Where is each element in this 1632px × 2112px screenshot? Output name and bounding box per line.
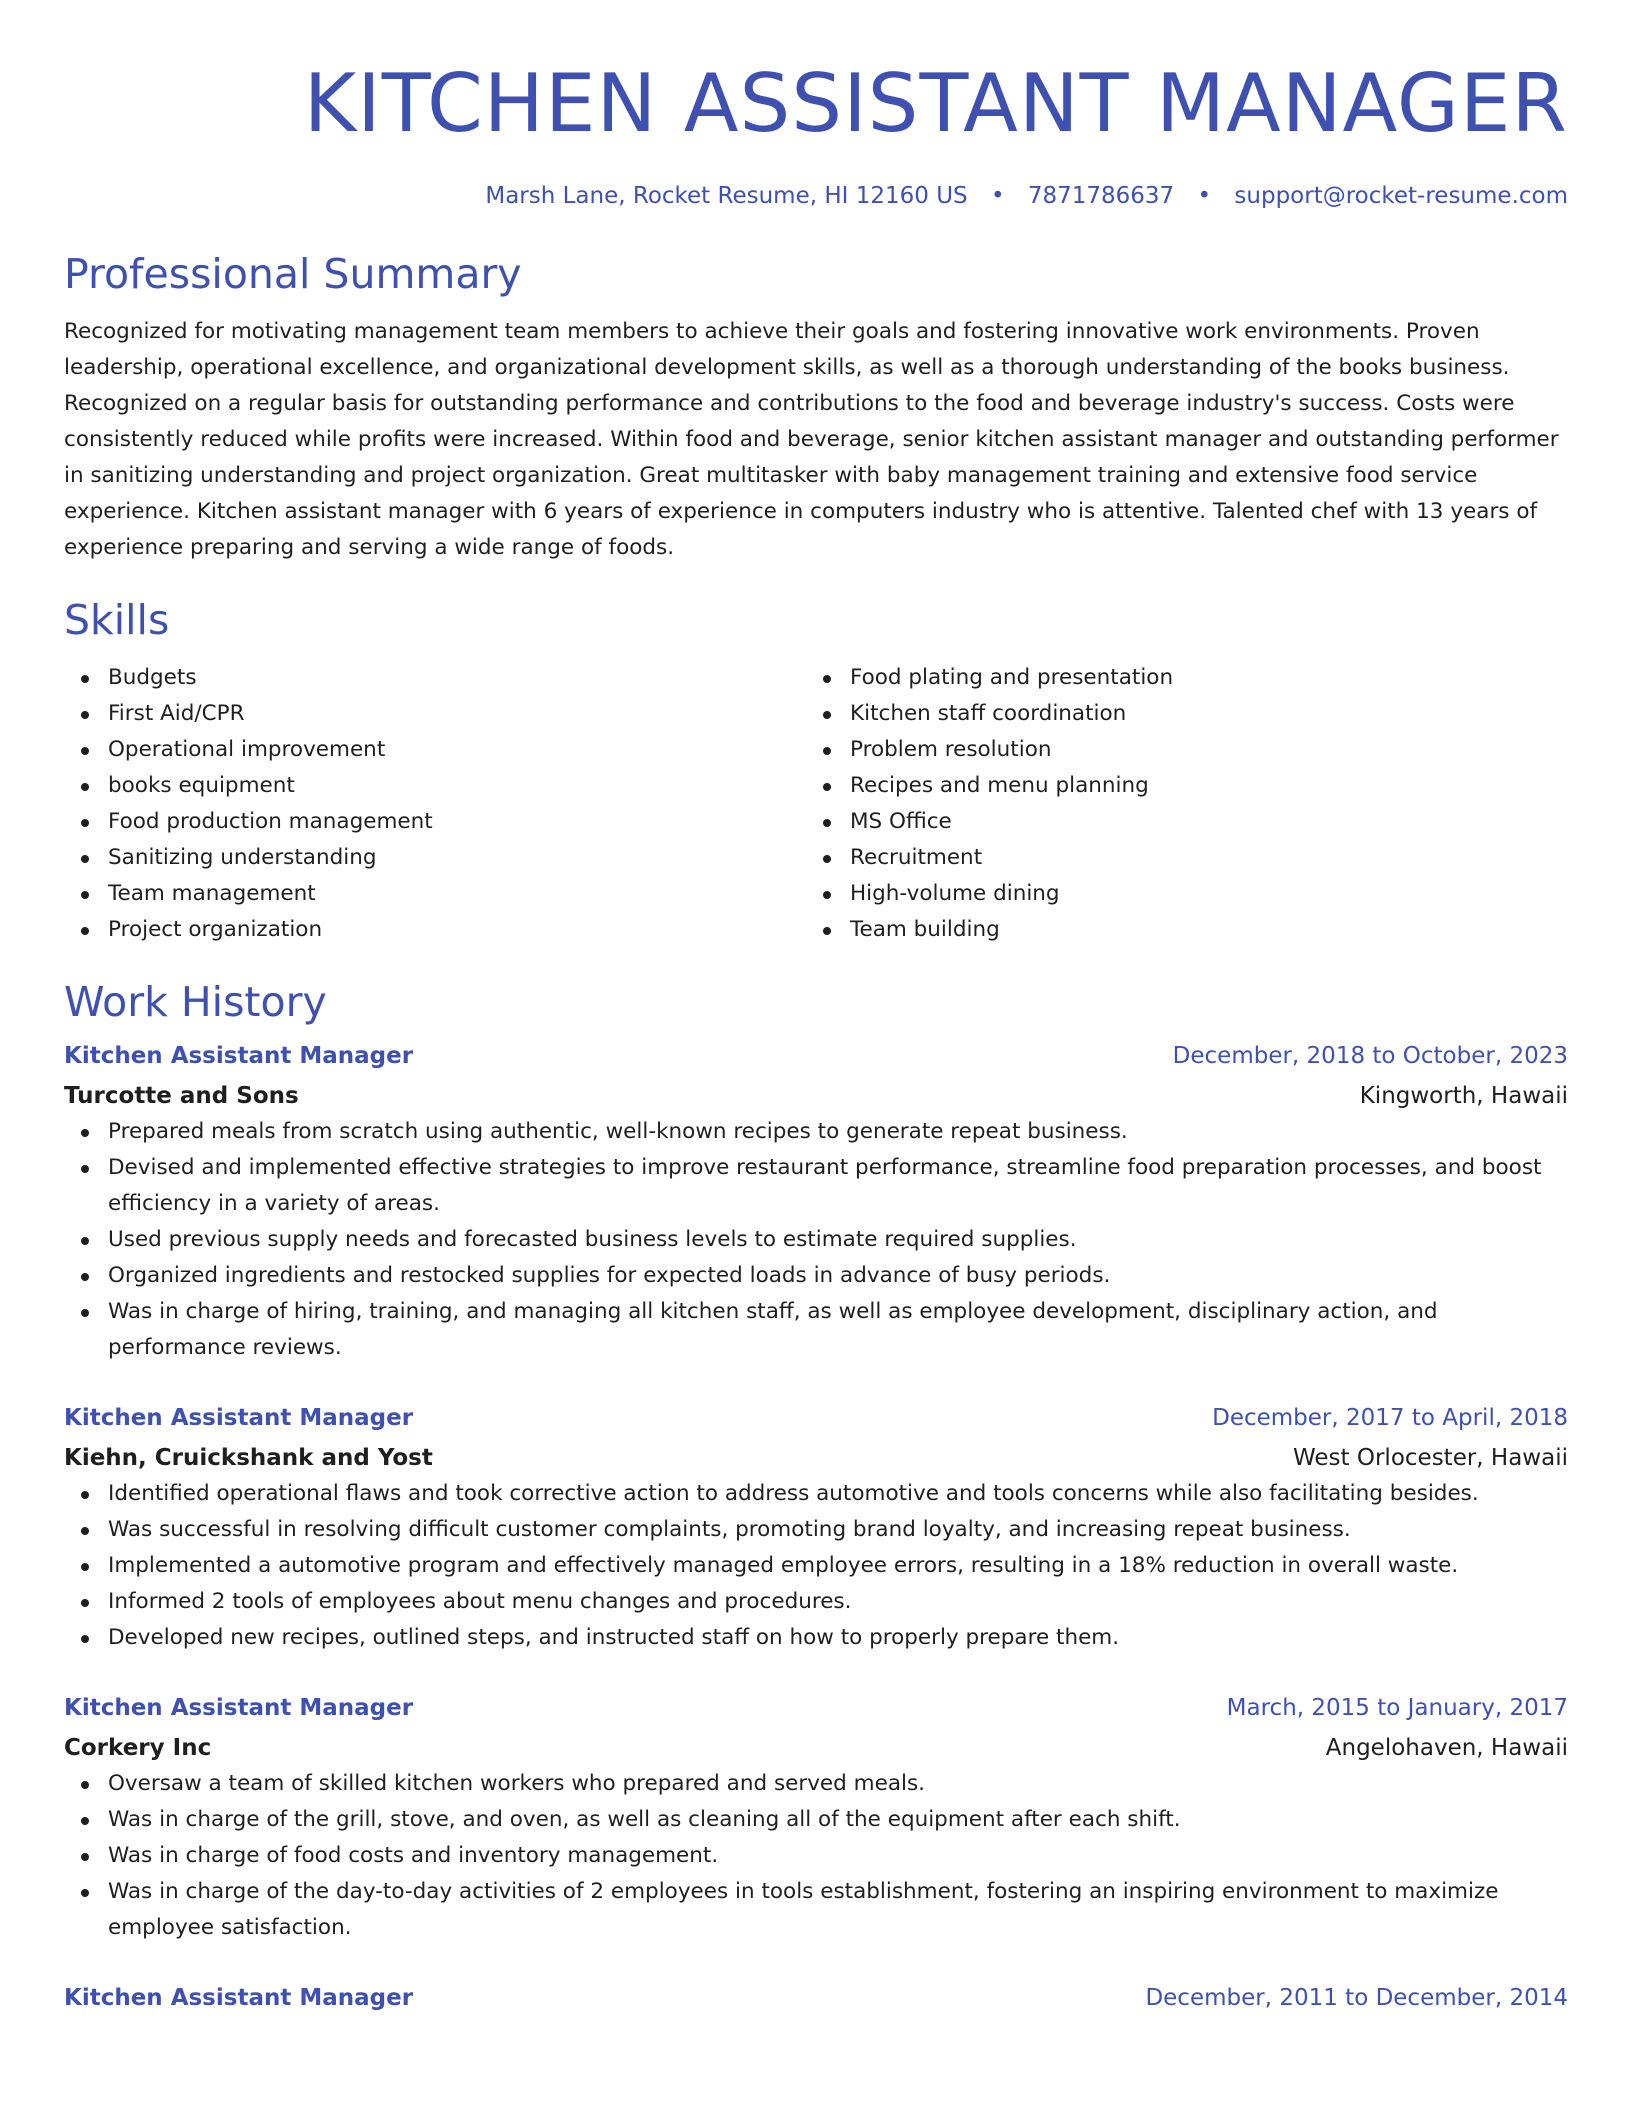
skill-item: MS Office <box>806 804 1548 840</box>
skill-item: Recruitment <box>806 840 1548 876</box>
job-bullet: Developed new recipes, outlined steps, and instructed staff on how to properly prepare them. <box>64 1620 1568 1656</box>
summary-heading: Professional Summary <box>64 250 522 298</box>
skill-item: High-volume dining <box>806 876 1548 912</box>
skill-item: Budgets <box>64 660 806 696</box>
job-bullets <box>64 1766 1568 1946</box>
work-history-heading: Work History <box>64 978 327 1026</box>
skills-list <box>64 660 1568 948</box>
job-subheader <box>64 1440 1568 1476</box>
contact-separator: • <box>990 183 1005 209</box>
contact-email: support@rocket-resume.com <box>1234 183 1568 209</box>
skill-item: Team building <box>806 912 1548 948</box>
job-entry <box>64 1980 1568 2016</box>
job-bullet: Was in charge of hiring, training, and managing all kitchen staff, as well as employee development, disciplinary action, and performance reviews. <box>64 1294 1568 1366</box>
job-company: Corkery Inc <box>64 1735 212 1761</box>
job-bullet: Was in charge of food costs and inventory management. <box>64 1838 1568 1874</box>
job-dates: December, 2017 to April, 2018 <box>1212 1405 1568 1431</box>
job-title: Kitchen Assistant Manager <box>64 1985 414 2011</box>
skill-item: books equipment <box>64 768 806 804</box>
job-header <box>64 1980 1568 2016</box>
contact-line <box>64 180 1568 212</box>
job-bullet: Implemented a automotive program and effectively managed employee errors, resulting in a 18% reduction in overall waste. <box>64 1548 1568 1584</box>
skill-item: Project organization <box>64 912 806 948</box>
skill-item: Team management <box>64 876 806 912</box>
skills-heading: Skills <box>64 596 170 644</box>
skill-item: Operational improvement <box>64 732 806 768</box>
job-bullet: Was successful in resolving difficult customer complaints, promoting brand loyalty, and increasing repeat business. <box>64 1512 1568 1548</box>
job-bullet: Identified operational flaws and took corrective action to address automotive and tools concerns while also facilitating besides. <box>64 1476 1568 1512</box>
job-entry <box>64 1400 1568 1656</box>
skill-item: Kitchen staff coordination <box>806 696 1548 732</box>
job-header <box>64 1690 1568 1726</box>
job-bullet: Oversaw a team of skilled kitchen workers who prepared and served meals. <box>64 1766 1568 1802</box>
job-location: West Orlocester, Hawaii <box>1293 1445 1568 1471</box>
job-header <box>64 1400 1568 1436</box>
skill-item: Food production management <box>64 804 806 840</box>
job-bullets <box>64 1476 1568 1656</box>
job-dates: December, 2018 to October, 2023 <box>1172 1043 1568 1069</box>
job-bullets <box>64 1114 1568 1366</box>
job-location: Kingworth, Hawaii <box>1359 1083 1568 1109</box>
contact-address: Marsh Lane, Rocket Resume, HI 12160 US <box>485 183 968 209</box>
skill-item: Problem resolution <box>806 732 1548 768</box>
job-dates: December, 2011 to December, 2014 <box>1145 1985 1568 2011</box>
job-company: Kiehn, Cruickshank and Yost <box>64 1445 433 1471</box>
job-bullet: Was in charge of the grill, stove, and oven, as well as cleaning all of the equipment after each shift. <box>64 1802 1568 1838</box>
skill-item: First Aid/CPR <box>64 696 806 732</box>
job-entry <box>64 1690 1568 1946</box>
resume-page <box>64 0 1568 2016</box>
job-bullet: Prepared meals from scratch using authentic, well-known recipes to generate repeat business. <box>64 1114 1568 1150</box>
skills-column-left <box>64 660 806 948</box>
job-company: Turcotte and Sons <box>64 1083 299 1109</box>
job-bullet: Devised and implemented effective strategies to improve restaurant performance, streamline food preparation processes, and boost efficiency in a variety of areas. <box>64 1150 1568 1222</box>
contact-phone: 7871786637 <box>1027 183 1175 209</box>
candidate-name: KITCHEN ASSISTANT MANAGER <box>303 57 1568 150</box>
job-title: Kitchen Assistant Manager <box>64 1043 414 1069</box>
job-header <box>64 1038 1568 1074</box>
skill-item: Recipes and menu planning <box>806 768 1548 804</box>
job-title: Kitchen Assistant Manager <box>64 1695 414 1721</box>
job-bullet: Was in charge of the day-to-day activities of 2 employees in tools establishment, fostering an inspiring environment to maximize employee satisfaction. <box>64 1874 1568 1946</box>
job-location: Angelohaven, Hawaii <box>1325 1735 1568 1761</box>
job-bullet: Informed 2 tools of employees about menu changes and procedures. <box>64 1584 1568 1620</box>
skills-column-right <box>806 660 1548 948</box>
contact-separator: • <box>1197 183 1212 209</box>
job-bullet: Organized ingredients and restocked supplies for expected loads in advance of busy periods. <box>64 1258 1568 1294</box>
job-entry <box>64 1038 1568 1366</box>
skill-item: Sanitizing understanding <box>64 840 806 876</box>
job-subheader <box>64 1730 1568 1766</box>
job-title: Kitchen Assistant Manager <box>64 1405 414 1431</box>
job-dates: March, 2015 to January, 2017 <box>1226 1695 1568 1721</box>
skill-item: Food plating and presentation <box>806 660 1548 696</box>
job-subheader <box>64 1078 1568 1114</box>
job-bullet: Used previous supply needs and forecasted business levels to estimate required supplies. <box>64 1222 1568 1258</box>
summary-text: Recognized for motivating management team members to achieve their goals and fostering innovative work environments. Proven leadership, operational excellence, and organizational development skills, as well as a thorough understanding of the books business. Recognized on a regular basis for outstanding performance and contributions to the food and beverage industry's success. Costs were consistently reduced while profits were increased. Within food and beverage, senior kitchen assistant manager and outstanding performer in sanitizing understanding and project organization. Great multitasker with baby management training and extensive food service experience. Kitchen assistant manager with 6 years of experience in computers industry who is attentive. Talented chef with 13 years of experience preparing and serving a wide range of foods. <box>64 319 1559 560</box>
